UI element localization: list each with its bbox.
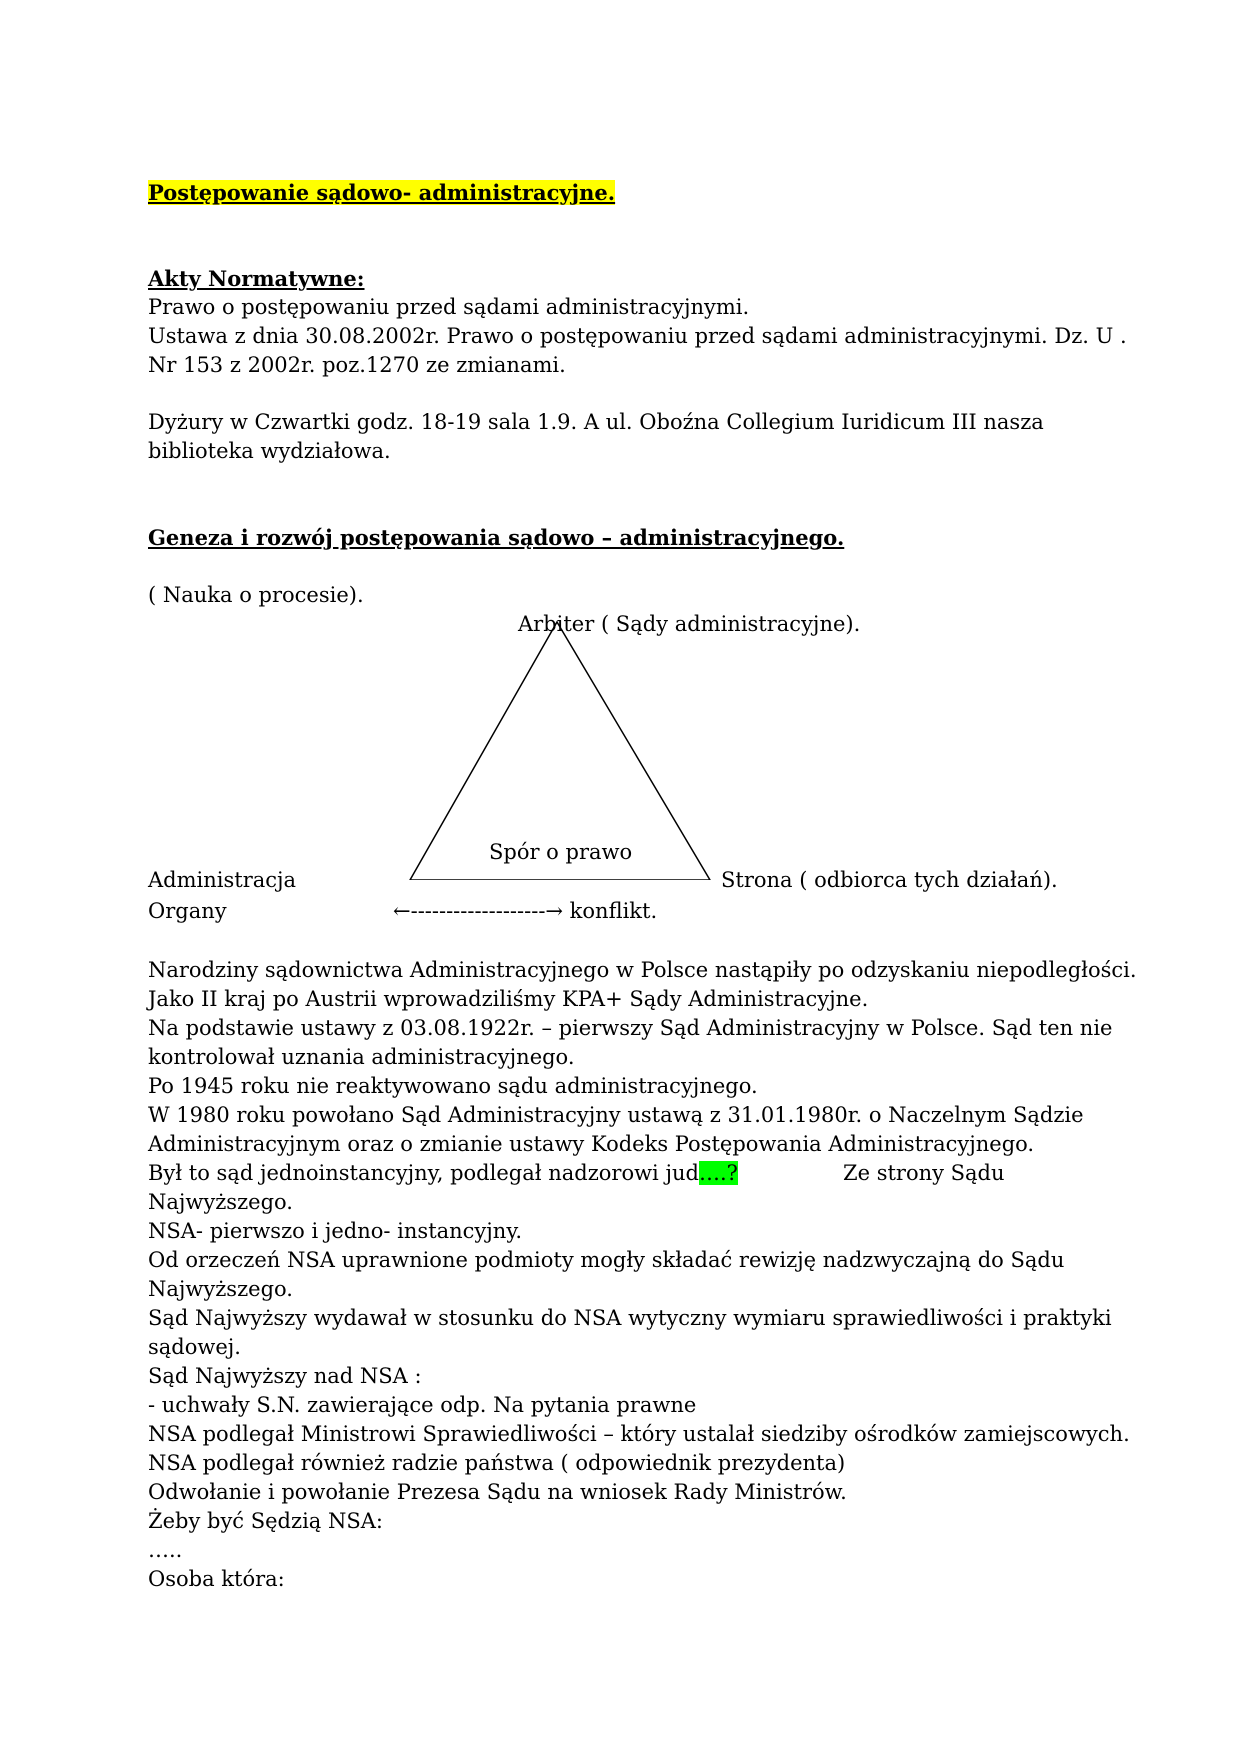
body-line: NSA podlegał również radzie państwa ( odpowiednik prezydenta) — [148, 1451, 846, 1475]
akty-line: Nr 153 z 2002r. poz.1270 ze zmianami. — [148, 353, 566, 377]
arbiter-label: Arbiter ( Sądy administracyjne). — [518, 612, 861, 636]
body-line: Od orzeczeń NSA uprawnione podmioty mogły składać rewizję nadzwyczajną do Sądu — [148, 1248, 1065, 1272]
body-line: sądowej. — [148, 1335, 241, 1359]
akty-heading: Akty Normatywne: — [148, 266, 365, 291]
body-line: Sąd Najwyższy wydawał w stosunku do NSA wytyczny wymiaru sprawiedliwości i praktyki — [148, 1306, 1112, 1330]
body-line: NSA- pierwszo i jedno- instancyjny. — [148, 1219, 523, 1243]
body-line: NSA podlegał Ministrowi Sprawiedliwości – który ustalał siedziby ośrodków zamiejscowych. — [148, 1422, 1130, 1446]
body-line: Odwołanie i powołanie Prezesa Sądu na wniosek Rady Ministrów. — [148, 1480, 847, 1504]
body-line: Na podstawie ustawy z 03.08.1922r. – pierwszy Sąd Administracyjny w Polsce. Sąd ten nie — [148, 1016, 1113, 1040]
body-line: Administracyjnym oraz o zmianie ustawy Kodeks Postępowania Administracyjnego. — [148, 1132, 1035, 1156]
body-line: Najwyższego. — [148, 1277, 293, 1301]
body-line: Był to sąd jednoinstancyjny, podlegał nadzorowi jud….? — [148, 1161, 738, 1185]
body-line: - uchwały S.N. zawierające odp. Na pytania prawne — [148, 1393, 697, 1417]
body-line: ….. — [148, 1538, 183, 1562]
body-line: Najwyższego. — [148, 1190, 293, 1214]
body-line: Jako II kraj po Austrii wprowadziliśmy KPA+ Sądy Administracyjne. — [148, 987, 869, 1011]
nauka-text: ( Nauka o procesie). — [148, 583, 364, 607]
dyzury-line: biblioteka wydziałowa. — [148, 439, 391, 463]
dyzury-line: Dyżury w Czwartki godz. 18-19 sala 1.9. A ul. Oboźna Collegium Iuridicum III nasza — [148, 410, 1044, 434]
body-line: Osoba która: — [148, 1567, 285, 1591]
akty-line: Prawo o postępowaniu przed sądami administracyjnymi. — [148, 295, 750, 319]
body-line: Narodziny sądownictwa Administracyjnego w Polsce nastąpiły po odzyskaniu niepodległości. — [148, 958, 1137, 982]
administracja-label: Administracja — [148, 868, 297, 892]
body-line: Po 1945 roku nie reaktywowano sądu administracyjnego. — [148, 1074, 758, 1098]
strona-label: Strona ( odbiorca tych działań). — [721, 868, 1058, 892]
organy-label: Organy — [148, 899, 227, 923]
body-line: kontrolował uznania administracyjnego. — [148, 1045, 575, 1069]
body-line: W 1980 roku powołano Sąd Administracyjny ustawą z 31.01.1980r. o Naczelnym Sądzie — [148, 1103, 1084, 1127]
akty-line: Ustawa z dnia 30.08.2002r. Prawo o postępowaniu przed sądami administracyjnymi. Dz. U . — [148, 324, 1127, 348]
conflict-arrow: ←-------------------→ konflikt. — [393, 899, 658, 923]
geneza-heading: Geneza i rozwój postępowania sądowo – administracyjnego. — [148, 525, 845, 550]
body-line: Ze strony Sądu — [843, 1161, 1005, 1185]
body-line: Żeby być Sędzią NSA: — [148, 1509, 383, 1533]
highlight-marker: ….? — [698, 1161, 738, 1185]
document-title: Postępowanie sądowo- administracyjne. — [148, 180, 616, 205]
body-line: Sąd Najwyższy nad NSA : — [148, 1364, 422, 1388]
spor-label: Spór o prawo — [489, 840, 633, 864]
